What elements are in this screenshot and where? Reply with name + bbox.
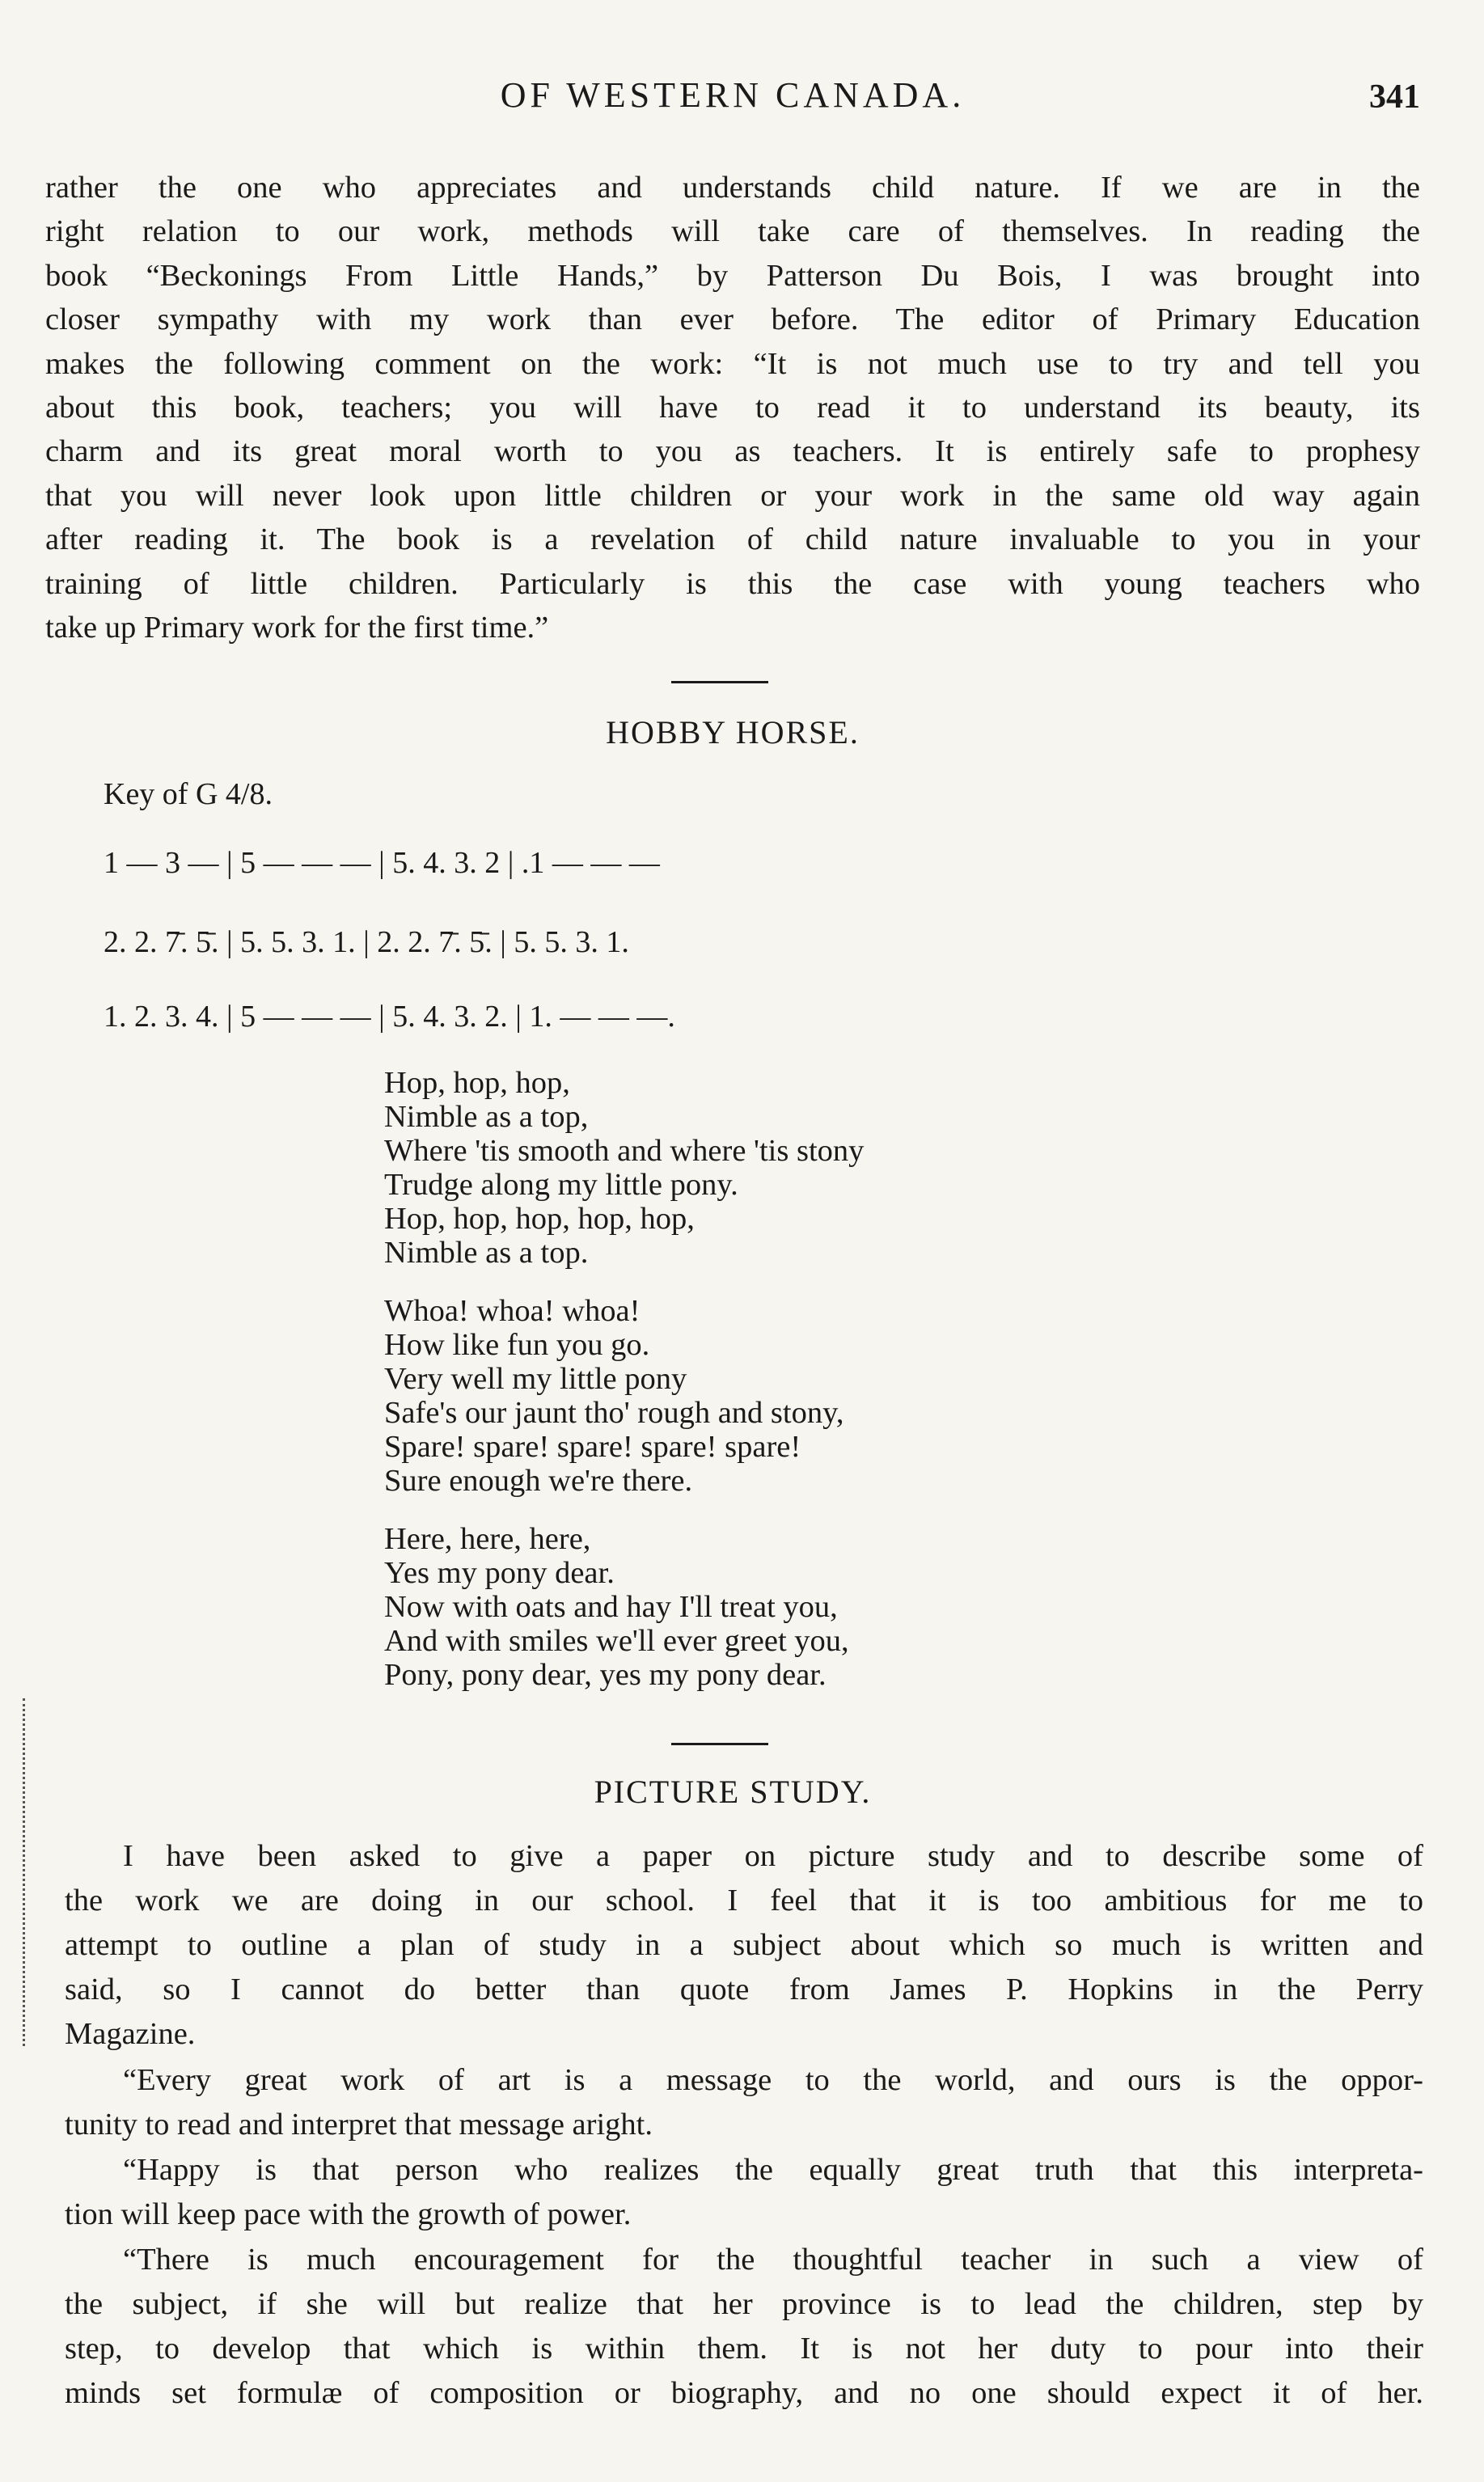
picture-study-heading: PICTURE STUDY.	[594, 1774, 872, 1810]
verse-line: Trudge along my little pony.	[384, 1168, 738, 1202]
text-line: makes the following comment on the work: “It is not much use to try and tell you	[45, 346, 1420, 381]
poem	[384, 1066, 864, 1716]
verse-line: Pony, pony dear, yes my pony dear.	[384, 1658, 827, 1692]
text-line: “Every great work of art is a message to the world, and ours is the oppor-	[123, 2063, 1423, 2097]
picture-study-paragraph	[65, 1834, 1423, 2057]
text-line: attempt to outline a plan of study in a subject about which so much is written and	[65, 1928, 1423, 1962]
verse-line: Where 'tis smooth and where 'tis stony	[384, 1134, 865, 1168]
verse-line: Nimble as a top,	[384, 1100, 589, 1134]
running-header	[45, 74, 1420, 123]
text-line: that you will never look upon little children or your work in the same old way again	[45, 478, 1420, 513]
text-line: “There is much encouragement for the thoughtful teacher in such a view of	[123, 2243, 1423, 2277]
text-line: the subject, if she will but realize that her province is to lead the children, step by	[65, 2287, 1423, 2321]
text-line: I have been asked to give a paper on picture study and to describe some of	[123, 1839, 1423, 1873]
verse-line: How like fun you go.	[384, 1328, 650, 1362]
text-line: tunity to read and interpret that message aright.	[65, 2108, 653, 2142]
text-line: tion will keep pace with the growth of power.	[65, 2197, 632, 2231]
verse-line: And with smiles we'll ever greet you,	[384, 1624, 849, 1658]
text-line: step, to develop that which is within them. It is not her duty to pour into their	[65, 2332, 1423, 2366]
picture-study-paragraph	[65, 2238, 1423, 2416]
picture-study-paragraph	[65, 2148, 1423, 2237]
verse-line: Yes my pony dear.	[384, 1556, 615, 1590]
verse-line: Nimble as a top.	[384, 1236, 589, 1270]
verse-line: Now with oats and hay I'll treat you,	[384, 1590, 838, 1624]
text-line: training of little children. Particularly is this the case with young teachers who	[45, 566, 1420, 601]
notation-line: 1 — 3 — | 5 — — — | 5. 4. 3. 2 | .1 — — —	[104, 846, 660, 880]
notation-line: 1. 2. 3. 4. | 5 — — — | 5. 4. 3. 2. | 1. — — —.	[104, 1000, 675, 1034]
text-line: take up Primary work for the first time.”	[45, 611, 549, 645]
text-line: book “Beckonings From Little Hands,” by Patterson Du Bois, I was brought into	[45, 258, 1420, 293]
verse-line: Spare! spare! spare! spare! spare!	[384, 1430, 801, 1464]
text-line: charm and its great moral worth to you as teachers. It is entirely safe to prophesy	[45, 434, 1420, 469]
stanza	[384, 1522, 864, 1692]
text-line: the work we are doing in our school. I feel that it is too ambitious for me to	[65, 1884, 1423, 1918]
text-line: “Happy is that person who realizes the equally great truth that this interpreta-	[123, 2153, 1423, 2187]
running-title: OF WESTERN CANADA.	[500, 75, 966, 115]
verse-line: Sure enough we're there.	[384, 1464, 693, 1498]
text-line: right relation to our work, methods will take care of themselves. In reading the	[45, 214, 1420, 249]
verse-line: Hop, hop, hop, hop, hop,	[384, 1202, 695, 1236]
section-divider	[671, 681, 768, 683]
section-divider	[671, 1743, 768, 1745]
verse-line: Hop, hop, hop,	[384, 1066, 570, 1100]
key-signature: Key of G 4/8.	[104, 777, 273, 811]
text-line: after reading it. The book is a revelation of child nature invaluable to you in your	[45, 522, 1420, 557]
verse-line: Here, here, here,	[384, 1522, 591, 1556]
stanza	[384, 1294, 864, 1498]
text-line: Magazine.	[65, 2017, 196, 2051]
text-line: closer sympathy with my work than ever before. The editor of Primary Education	[45, 302, 1420, 337]
verse-line: Whoa! whoa! whoa!	[384, 1294, 641, 1328]
page-number: 341	[1369, 78, 1420, 116]
picture-study-paragraph	[65, 2058, 1423, 2147]
hobby-horse-heading: HOBBY HORSE.	[606, 714, 860, 751]
text-line: minds set formulæ of composition or biography, and no one should expect it of her.	[65, 2376, 1423, 2410]
verse-line: Safe's our jaunt tho' rough and stony,	[384, 1396, 844, 1430]
verse-line: Very well my little pony	[384, 1362, 687, 1396]
notation-line: 2. 2. 7̄. 5̄. | 5. 5. 3. 1. | 2. 2. 7̄. 5̄. | 5. 5. 3. 1.	[104, 925, 629, 959]
stanza	[384, 1066, 864, 1270]
margin-mark	[23, 1698, 28, 2046]
text-line: said, so I cannot do better than quote from James P. Hopkins in the Perry	[65, 1972, 1423, 2006]
text-line: rather the one who appreciates and understands child nature. If we are in the	[45, 171, 1420, 205]
intro-paragraph	[45, 166, 1420, 649]
text-line: about this book, teachers; you will have to read it to understand its beauty, its	[45, 391, 1420, 425]
